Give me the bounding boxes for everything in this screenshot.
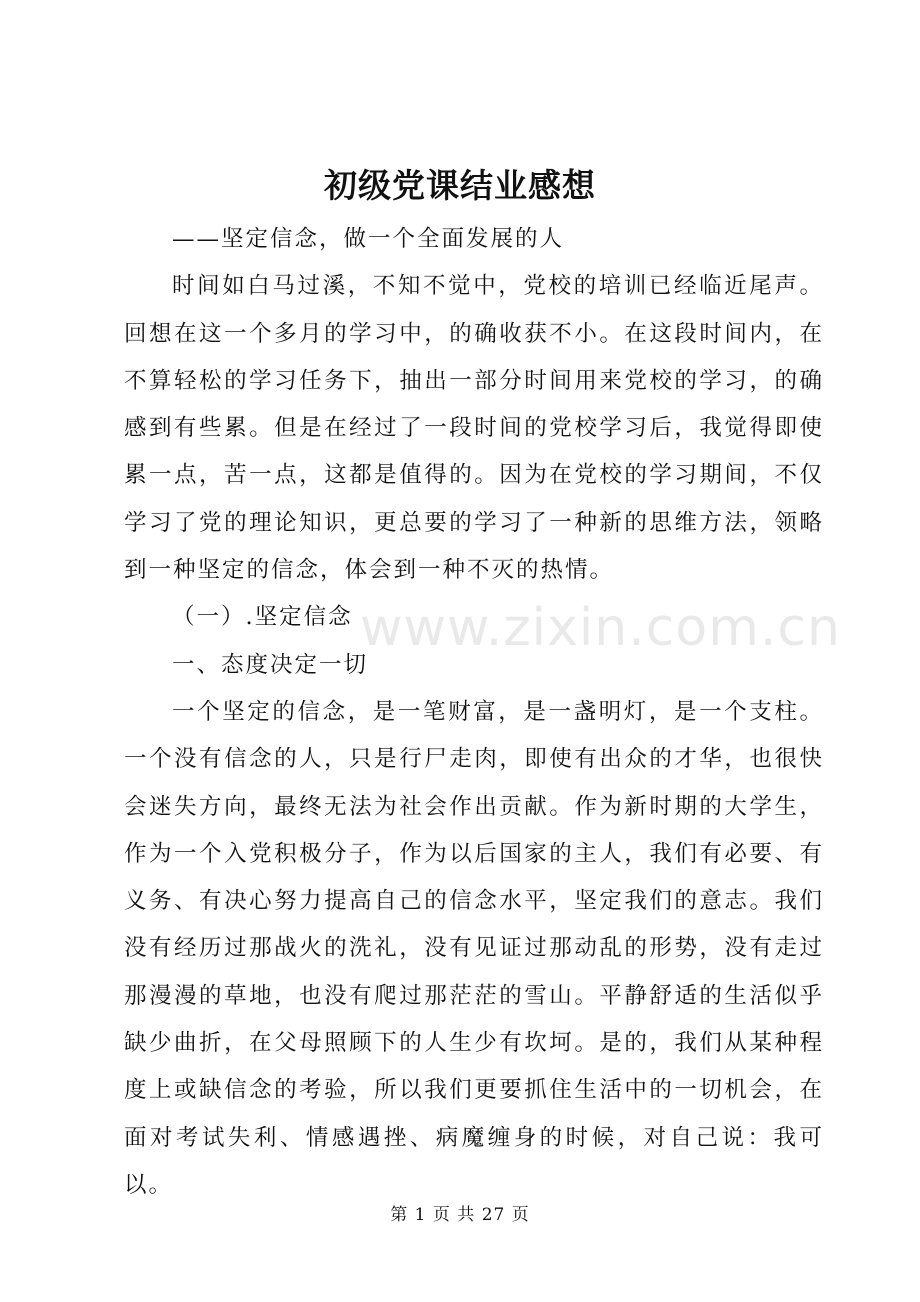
watermark: www.zixin.com.cn xyxy=(360,598,841,658)
paragraph-2: 一个坚定的信念，是一笔财富，是一盏明灯，是一个支柱。一个没有信念的人，只是行尸走肉，即使有出众的才华，也很快会迷失方向，最终无法为社会作出贡献。作为新时期的大学生，作为一个入党积极分子，作为以后国家的主人，我们有必要、有义务、有决心努力提高自己的信念水平，坚定我们的意志。我们没有经历过那战火的洗礼，没有见证过那动乱的形势，没有走过那漫漫的草地，也没有爬过那茫茫的雪山。平静舒适的生活似乎缺少曲折，在父母照顾下的人生少有坎坷。是的，我们从某种程度上或缺信念的考验，所以我们更要抓住生活中的一切机会，在面对考试失利、情感遇挫、病魔缠身的时候，对自己说：我可以。 xyxy=(124,698,824,1198)
page-footer: 第 1 页 共 27 页 xyxy=(390,1205,530,1225)
document-body xyxy=(124,216,824,1209)
paragraph-1: 时间如白马过溪，不知不觉中，党校的培训已经临近尾声。回想在这一个多月的学习中，的确收获不小。在这段时间内，在不算轻松的学习任务下，抽出一部分时间用来党校的学习，的确感到有些累。但是在经过了一段时间的党校学习后，我觉得即使累一点，苦一点，这都是值得的。因为在党校的学习期间，不仅学习了党的理论知识，更总要的学习了一种新的思维方法，领略到一种坚定的信念，体会到一种不灭的热情。 xyxy=(124,273,824,584)
document-title: 初级党课结业感想 xyxy=(324,166,596,205)
sub-heading: 一、态度决定一切 xyxy=(172,651,369,678)
document-subtitle: ——坚定信念，做一个全面发展的人 xyxy=(172,226,565,252)
section-heading: （一）.坚定信念 xyxy=(172,604,353,631)
